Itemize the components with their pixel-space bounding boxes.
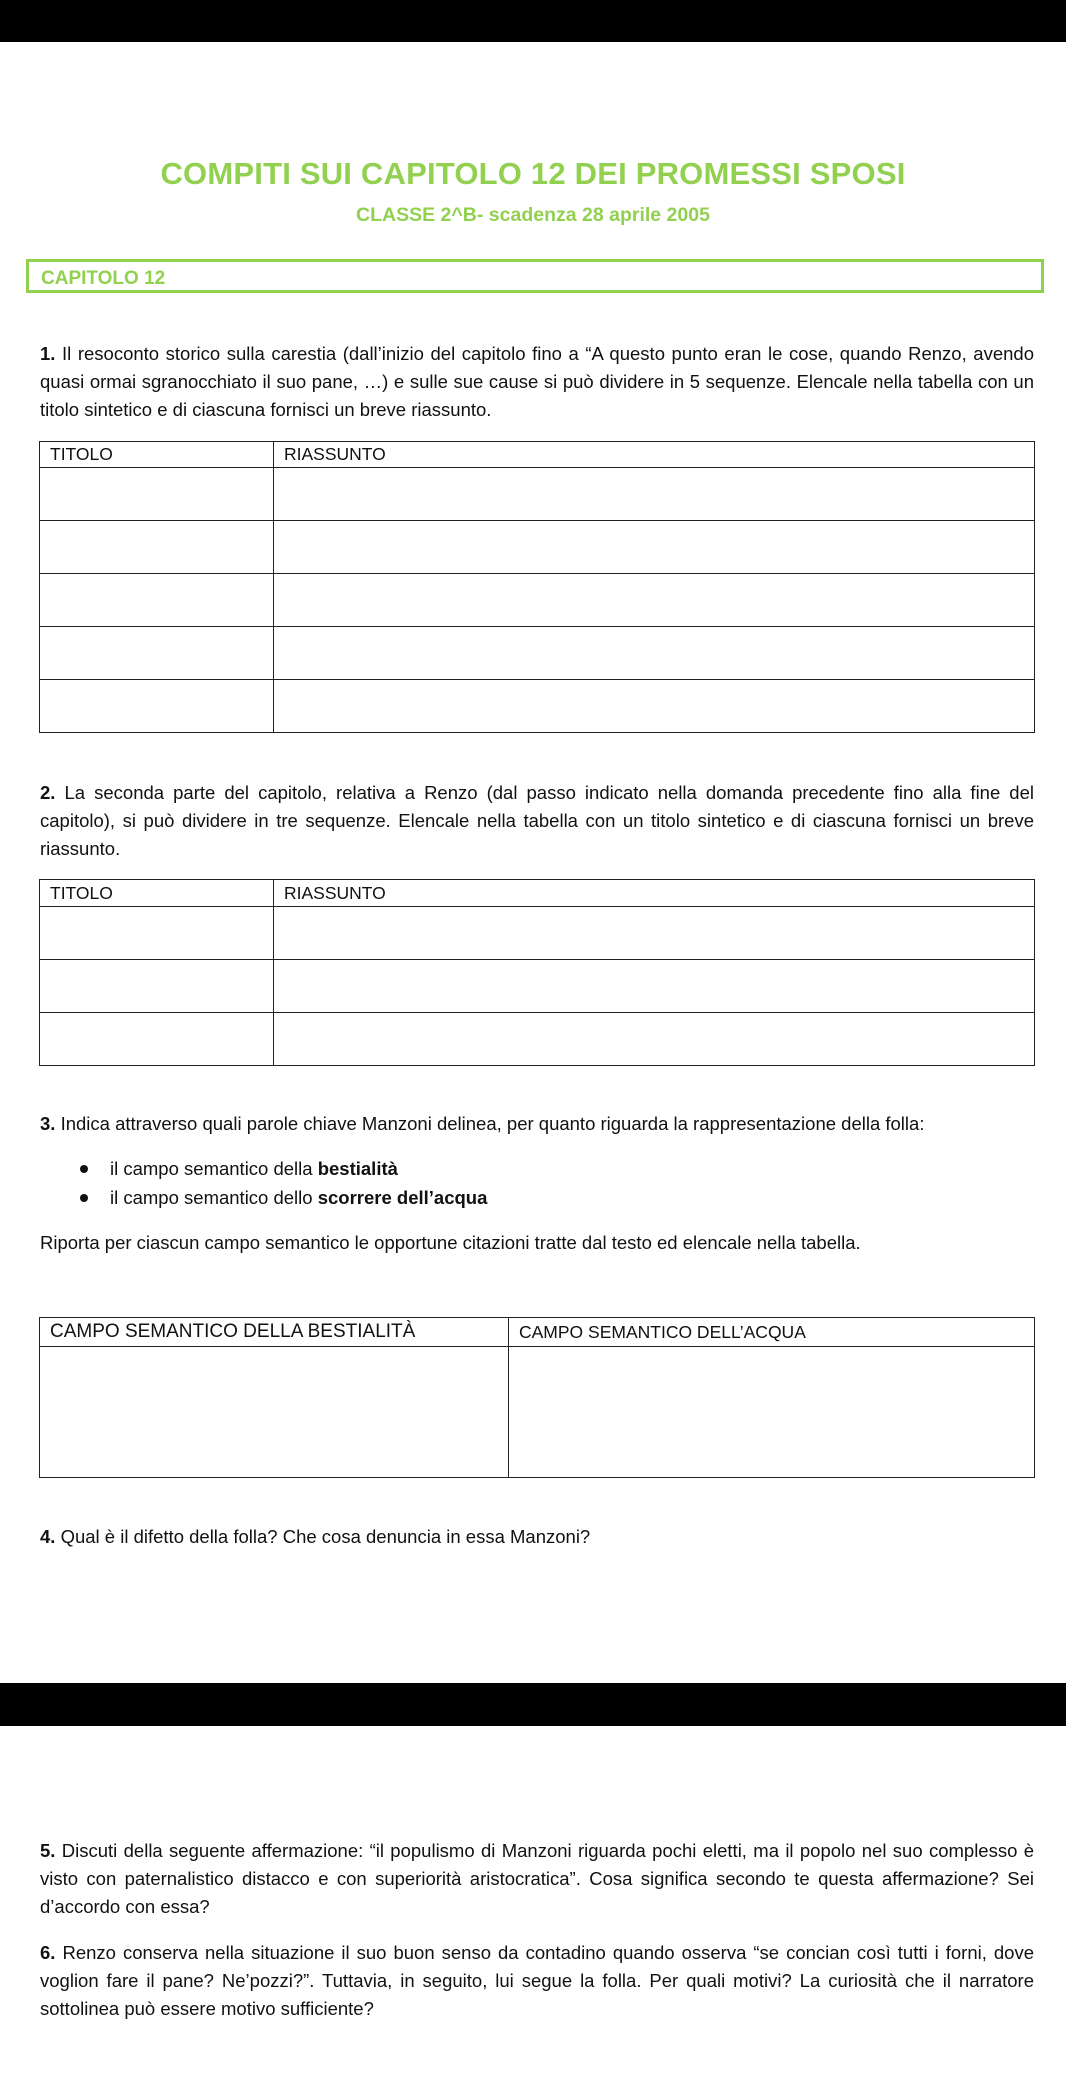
question-6 (40, 1939, 1034, 2023)
question-2 (40, 779, 1034, 863)
page-title: COMPITI SUI CAPITOLO 12 DEI PROMESSI SPOSI (160, 156, 906, 191)
table-cell[interactable] (274, 468, 1035, 521)
table-row (40, 468, 1035, 521)
table-cell[interactable] (274, 627, 1035, 680)
question-6-number: 6. (40, 1942, 56, 1963)
table-row (40, 680, 1035, 733)
table-q2 (39, 879, 1035, 1066)
page-subtitle: CLASSE 2^B- scadenza 28 aprile 2005 (356, 204, 710, 226)
table-cell[interactable] (509, 1347, 1035, 1478)
question-3-instructions: Riporta per ciascun campo semantico le opportune citazioni tratte dal testo ed elencale nella tabella. (40, 1232, 861, 1253)
table-header-row (40, 1318, 1035, 1347)
list-item: il campo semantico dello scorrere dell’acqua (80, 1183, 487, 1212)
question-3-number: 3. (40, 1113, 56, 1134)
table-row (40, 521, 1035, 574)
table-cell[interactable] (40, 574, 274, 627)
semantic-field-list (80, 1154, 487, 1212)
table-cell[interactable] (40, 627, 274, 680)
table-col-title: TITOLO (40, 880, 274, 907)
question-2-text: La seconda parte del capitolo, relativa a Renzo (dal passo indicato nella domanda precedente fino alla fine del capitolo), si può dividere in tre sequenze. Elencale nella tabella con un titolo sintetico e di ciascuna fornisci un breve riassunto. (40, 782, 1034, 859)
table-col-bestiality: CAMPO SEMANTICO DELLA BESTIALITÀ (40, 1318, 509, 1347)
top-black-bar (0, 0, 1066, 42)
table-row (40, 907, 1035, 960)
table-row (40, 1013, 1035, 1066)
table-q3 (39, 1317, 1035, 1478)
table-row (40, 1347, 1035, 1478)
table-cell[interactable] (40, 1013, 274, 1066)
list-item: il campo semantico della bestialità (80, 1154, 487, 1183)
table-cell[interactable] (274, 1013, 1035, 1066)
question-1-number: 1. (40, 343, 56, 364)
table-cell[interactable] (40, 468, 274, 521)
table-header-row (40, 880, 1035, 907)
chapter-heading-box (26, 259, 1044, 293)
question-5-number: 5. (40, 1840, 56, 1861)
table-row (40, 574, 1035, 627)
table-cell[interactable] (40, 1347, 509, 1478)
table-col-water: CAMPO SEMANTICO DELL’ACQUA (509, 1318, 1035, 1347)
question-2-number: 2. (40, 782, 56, 803)
question-4 (40, 1523, 1034, 1551)
question-4-number: 4. (40, 1526, 56, 1547)
table-header-row (40, 442, 1035, 468)
table-cell[interactable] (274, 960, 1035, 1013)
table-cell[interactable] (40, 680, 274, 733)
question-5-text: Discuti della seguente affermazione: “il populismo di Manzoni riguarda pochi eletti, ma il popolo nel suo complesso è visto con paternalistico distacco e con superiorità aristocratica”. Cosa significa secondo te questa affermazione? Sei d’accordo con essa? (40, 1840, 1035, 1917)
question-3-text: Indica attraverso quali parole chiave Manzoni delinea, per quanto riguarda la rappresentazione della folla: (60, 1113, 925, 1134)
chapter-heading: CAPITOLO 12 (41, 268, 166, 289)
question-1 (40, 340, 1034, 424)
question-1-text: Il resoconto storico sulla carestia (dall’inizio del capitolo fino a “A questo punto eran le cose, quando Renzo, avendo quasi ormai sgranocchiato il suo pane, …) e sulle sue cause si può dividere in 5 sequenze. Elencale nella tabella con un titolo sintetico e di ciascuna fornisci un breve riassunto. (40, 343, 1034, 420)
table-col-summary: RIASSUNTO (274, 442, 1035, 468)
table-col-title: TITOLO (40, 442, 274, 468)
table-cell[interactable] (40, 521, 274, 574)
table-cell[interactable] (274, 574, 1035, 627)
question-6-text: Renzo conserva nella situazione il suo buon senso da contadino quando osserva “se concian così tutti i forni, dove voglion fare il pane? Ne’pozzi?”. Tuttavia, in seguito, lui segue la folla. Per quali motivi? La curiosità che il narratore sottolinea può essere motivo sufficiente? (40, 1942, 1034, 2019)
question-3 (40, 1110, 1034, 1138)
table-row (40, 960, 1035, 1013)
table-cell[interactable] (274, 907, 1035, 960)
table-cell[interactable] (40, 907, 274, 960)
table-cell[interactable] (274, 521, 1035, 574)
table-cell[interactable] (40, 960, 274, 1013)
question-4-text: Qual è il difetto della folla? Che cosa denuncia in essa Manzoni? (60, 1526, 591, 1547)
table-row (40, 627, 1035, 680)
table-q1 (39, 441, 1035, 733)
table-col-summary: RIASSUNTO (274, 880, 1035, 907)
middle-black-bar (0, 1683, 1066, 1726)
question-5 (40, 1837, 1034, 1921)
table-cell[interactable] (274, 680, 1035, 733)
